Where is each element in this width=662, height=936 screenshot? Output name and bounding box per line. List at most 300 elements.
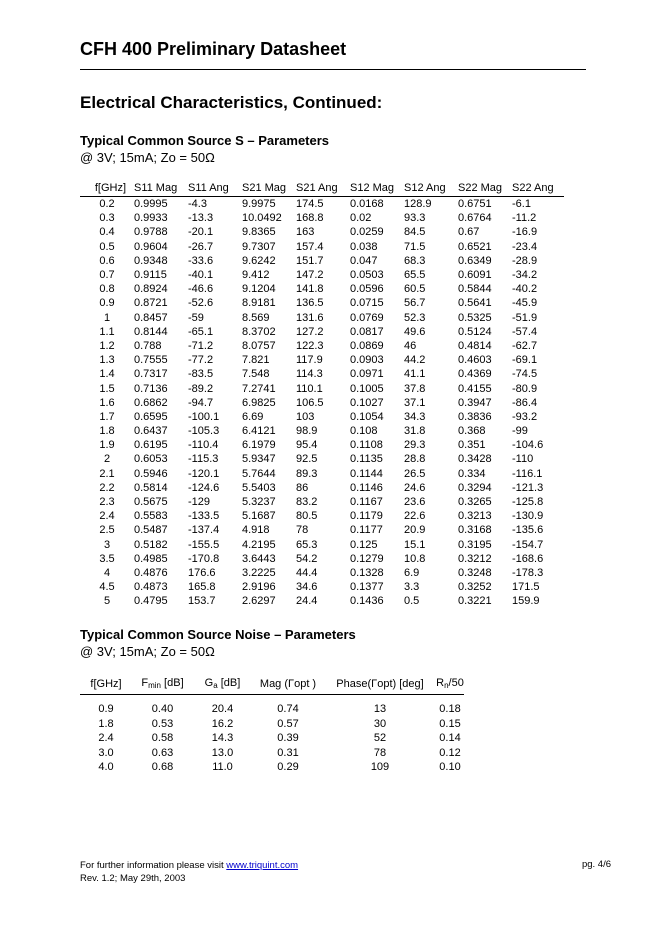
table-row	[80, 282, 564, 296]
s-parameters-table	[80, 180, 564, 608]
header-subscript: min	[148, 681, 161, 690]
table-cell: 9.1204	[242, 283, 276, 296]
table-cell: 80.5	[296, 510, 318, 523]
table-cell: 0.3	[99, 212, 115, 225]
table-cell: 13	[373, 703, 387, 716]
table-cell: 6.9825	[242, 396, 276, 409]
footer-info-text: For further information please visit	[80, 860, 227, 871]
table-row	[80, 438, 564, 452]
table-cell: -94.7	[188, 396, 214, 409]
table-row	[80, 353, 564, 367]
table-cell: 0.9	[98, 703, 114, 716]
table-cell: 52	[373, 732, 387, 745]
table-row	[80, 396, 564, 410]
table-row	[80, 268, 564, 282]
table-cell: 1.2	[99, 339, 115, 352]
table-cell: 20.9	[404, 524, 426, 537]
section-title: Electrical Characteristics, Continued:	[80, 93, 383, 112]
table-cell: 16.2	[211, 717, 234, 730]
table-cell: 5.1687	[242, 510, 276, 523]
table-cell: 0.8144	[134, 325, 168, 338]
table-row	[80, 481, 564, 495]
table-cell: 0.2	[99, 198, 115, 211]
table-cell: 1.8	[98, 717, 114, 730]
table-row	[80, 452, 564, 466]
table-cell: 5.5403	[242, 481, 276, 494]
table-cell: -99	[512, 425, 528, 438]
table-row	[80, 731, 464, 746]
table-cell: 22.6	[404, 510, 426, 523]
table-cell: 31.8	[404, 425, 426, 438]
table-cell: 0.7136	[134, 382, 168, 395]
header-part: [dB]	[217, 677, 241, 689]
table-row	[80, 254, 564, 268]
table-cell: 0.1144	[350, 467, 383, 480]
table-cell: 9.6242	[242, 254, 276, 267]
table-cell: 0.5	[99, 240, 115, 253]
sparams-title: Typical Common Source S – Parameters	[80, 133, 330, 148]
table-cell: 0.0903	[350, 354, 384, 367]
table-cell: -45.9	[512, 297, 538, 310]
table-cell: 9.7307	[242, 240, 276, 253]
table-cell: 0.0259	[350, 226, 384, 239]
table-cell: 0.3195	[458, 538, 492, 551]
table-cell: 0.9	[99, 297, 115, 310]
table-row	[80, 240, 564, 254]
table-cell: 0.351	[458, 439, 486, 452]
table-cell: 0.6764	[458, 212, 492, 225]
table-cell: 0.108	[350, 425, 378, 438]
table-cell: -135.6	[512, 524, 544, 537]
column-header: S11 Ang	[188, 180, 242, 197]
table-row	[80, 410, 564, 424]
table-cell: 5	[103, 595, 111, 608]
noise-body	[80, 695, 464, 775]
table-cell: 5.7644	[242, 467, 276, 480]
table-row	[80, 495, 564, 509]
table-cell: 20.4	[211, 703, 234, 716]
table-cell: 0.0869	[350, 339, 384, 352]
table-cell: 168.8	[296, 212, 324, 225]
table-cell: 78	[296, 524, 309, 537]
table-cell: 0.58	[151, 732, 174, 745]
sparams-body	[80, 197, 564, 609]
table-cell: 0.68	[151, 761, 174, 774]
table-cell: 9.8365	[242, 226, 276, 239]
footer	[80, 859, 298, 885]
table-cell: 0.1377	[350, 581, 384, 594]
table-cell: 3.2225	[242, 566, 276, 579]
table-cell: 0.7	[99, 269, 115, 282]
table-row	[80, 523, 564, 537]
table-cell: 128.9	[404, 198, 432, 211]
table-cell: 95.4	[296, 439, 318, 452]
table-cell: 2.4	[99, 510, 115, 523]
table-cell: 0.1179	[350, 510, 383, 523]
table-cell: 0.5182	[134, 538, 168, 551]
table-cell: 5.3237	[242, 496, 276, 509]
table-cell: 147.2	[296, 269, 324, 282]
table-cell: 68.3	[404, 254, 426, 267]
table-cell: 3.5	[99, 552, 115, 565]
table-row	[80, 717, 464, 732]
table-cell: 98.9	[296, 425, 318, 438]
table-cell: 0.5583	[134, 510, 168, 523]
table-cell: 0.3212	[458, 552, 492, 565]
table-cell: 92.5	[296, 453, 318, 466]
table-cell: 26.5	[404, 467, 426, 480]
table-cell: 2.6297	[242, 595, 276, 608]
table-cell: -34.2	[512, 269, 538, 282]
table-cell: 6.9	[404, 566, 420, 579]
table-cell: 0.29	[277, 761, 299, 774]
table-cell: 0.0503	[350, 269, 384, 282]
table-cell: 1.1	[99, 325, 115, 338]
table-cell: 24.6	[404, 481, 426, 494]
column-header: S11 Mag	[134, 180, 188, 197]
table-cell: 3	[103, 538, 111, 551]
table-cell: 0.0817	[350, 325, 384, 338]
table-cell: 4	[103, 566, 111, 579]
column-header-ga	[193, 673, 252, 695]
table-cell: -105.3	[188, 425, 220, 438]
table-cell: 163	[296, 226, 315, 239]
table-cell: 30	[373, 717, 387, 730]
table-cell: -130.9	[512, 510, 544, 523]
table-cell: 56.7	[404, 297, 426, 310]
table-cell: 174.5	[296, 198, 324, 211]
table-cell: 0.14	[439, 732, 461, 745]
column-header: S22 Ang	[512, 180, 564, 197]
table-cell: 6.4121	[242, 425, 276, 438]
table-cell: 3.6443	[242, 552, 276, 565]
table-cell: 0.02	[350, 212, 372, 225]
header-part: F	[141, 677, 149, 689]
table-row	[80, 225, 564, 239]
table-cell: 2.9196	[242, 581, 276, 594]
table-cell: 153.7	[188, 595, 216, 608]
table-row	[80, 424, 564, 438]
table-cell: -110.4	[188, 439, 219, 452]
table-cell: 0.1054	[350, 410, 384, 423]
table-cell: 71.5	[404, 240, 426, 253]
table-cell: 0.6091	[458, 269, 492, 282]
table-cell: 0.1436	[350, 595, 384, 608]
table-cell: 131.6	[296, 311, 324, 324]
table-cell: 0.9788	[134, 226, 168, 239]
table-cell: 2	[103, 453, 111, 466]
table-row	[80, 746, 464, 761]
table-cell: 0.4985	[134, 552, 168, 565]
table-cell: 0.9604	[134, 240, 168, 253]
table-cell: 0.0168	[350, 198, 384, 211]
table-cell: 117.9	[296, 354, 323, 367]
table-cell: 0.1328	[350, 566, 384, 579]
table-cell: 136.5	[296, 297, 324, 310]
noise-header-row	[80, 673, 464, 695]
table-cell: -125.8	[512, 496, 544, 509]
table-cell: -4.3	[188, 198, 207, 211]
table-cell: 0.5641	[458, 297, 492, 310]
column-header: Phase(Γopt) [deg]	[324, 673, 436, 695]
table-cell: 86	[296, 481, 309, 494]
table-cell: 15.1	[404, 538, 426, 551]
table-cell: 0.334	[458, 467, 486, 480]
header-part: R	[436, 677, 445, 689]
table-cell: 159.9	[512, 595, 540, 608]
table-cell: 4.0	[98, 761, 114, 774]
table-cell: 0.125	[350, 538, 378, 551]
noise-parameters-table	[80, 673, 464, 775]
table-cell: 54.2	[296, 552, 318, 565]
header-subscript: a	[213, 681, 218, 690]
table-cell: 0.9933	[134, 212, 168, 225]
table-row	[80, 580, 564, 594]
table-row	[80, 566, 564, 580]
table-cell: 44.2	[404, 354, 426, 367]
table-cell: 34.6	[296, 581, 318, 594]
table-cell: -120.1	[188, 467, 220, 480]
table-cell: 0.4369	[458, 368, 492, 381]
table-cell: -168.6	[512, 552, 544, 565]
table-cell: 28.8	[404, 453, 426, 466]
table-cell: -124.6	[188, 481, 220, 494]
column-header: f[GHz]	[80, 673, 132, 695]
table-cell: -33.6	[188, 254, 214, 267]
table-cell: 0.67	[458, 226, 480, 239]
table-row	[80, 296, 564, 310]
table-row	[80, 594, 564, 608]
table-cell: 0.3265	[458, 496, 492, 509]
table-cell: 0.788	[134, 339, 162, 352]
table-cell: -77.2	[188, 354, 214, 367]
table-row	[80, 760, 464, 775]
table-cell: 0.63	[151, 746, 174, 759]
table-cell: -121.3	[512, 481, 544, 494]
table-cell: 8.569	[242, 311, 270, 324]
table-cell: 14.3	[211, 732, 234, 745]
table-cell: -11.2	[512, 212, 537, 225]
table-cell: 0.3213	[458, 510, 492, 523]
table-row	[80, 339, 564, 353]
table-cell: 83.2	[296, 496, 318, 509]
table-cell: 0.3836	[458, 410, 492, 423]
table-cell: 0.15	[439, 717, 461, 730]
table-cell: 0.4814	[458, 339, 492, 352]
table-cell: -69.1	[512, 354, 538, 367]
table-cell: 0.3248	[458, 566, 492, 579]
table-cell: 6.69	[242, 410, 264, 423]
table-cell: 0.40	[151, 703, 174, 716]
table-row	[80, 552, 564, 566]
table-row	[80, 695, 464, 717]
table-cell: 0.6437	[134, 425, 168, 438]
table-cell: 171.5	[512, 581, 540, 594]
table-row	[80, 467, 564, 481]
table-cell: 0.4	[99, 226, 115, 239]
table-cell: -116.1	[512, 467, 543, 480]
table-cell: 6.1979	[242, 439, 276, 452]
table-cell: -115.3	[188, 453, 219, 466]
table-cell: 0.0971	[350, 368, 384, 381]
table-cell: 0.7555	[134, 354, 168, 367]
noise-conditions: @ 3V; 15mA; Zo = 50Ω	[80, 644, 215, 659]
table-cell: 65.5	[404, 269, 426, 282]
table-cell: 0.3428	[458, 453, 492, 466]
table-cell: 0.6053	[134, 453, 168, 466]
table-cell: 0.1135	[350, 453, 383, 466]
table-cell: 0.368	[458, 425, 486, 438]
table-cell: 0.3294	[458, 481, 492, 494]
sparams-header-row	[80, 180, 564, 197]
table-cell: 7.821	[242, 354, 270, 367]
table-cell: -20.1	[188, 226, 214, 239]
table-cell: -23.4	[512, 240, 538, 253]
table-cell: 1	[103, 311, 111, 324]
table-cell: 46	[404, 339, 417, 352]
table-cell: 0.3221	[458, 595, 492, 608]
table-cell: 3.3	[404, 581, 420, 594]
table-cell: 157.4	[296, 240, 324, 253]
table-cell: 0.5814	[134, 481, 168, 494]
table-row	[80, 325, 564, 339]
table-cell: 0.038	[350, 240, 378, 253]
table-cell: 0.4876	[134, 566, 168, 579]
table-cell: 0.18	[439, 703, 461, 716]
table-cell: 37.1	[404, 396, 426, 409]
footer-info	[80, 859, 298, 872]
table-cell: 2.2	[99, 481, 115, 494]
table-cell: 0.3252	[458, 581, 492, 594]
table-row	[80, 538, 564, 552]
table-cell: 37.8	[404, 382, 426, 395]
header-part: /50	[448, 677, 464, 689]
table-cell: 0.8	[99, 283, 115, 296]
table-cell: 78	[373, 746, 387, 759]
table-cell: 1.8	[99, 425, 115, 438]
table-cell: -62.7	[512, 339, 538, 352]
table-cell: -59	[188, 311, 204, 324]
table-cell: 0.6595	[134, 410, 168, 423]
table-cell: 0.8721	[134, 297, 168, 310]
table-cell: -6.1	[512, 198, 531, 211]
table-cell: -170.8	[188, 552, 220, 565]
table-cell: 0.12	[439, 746, 461, 759]
table-cell: -89.2	[188, 382, 214, 395]
table-cell: -86.4	[512, 396, 538, 409]
table-cell: 0.4873	[134, 581, 168, 594]
column-header: S12 Ang	[404, 180, 458, 197]
table-cell: -71.2	[188, 339, 214, 352]
table-cell: 0.1027	[350, 396, 384, 409]
table-cell: 1.7	[99, 410, 115, 423]
table-cell: 0.1177	[350, 524, 383, 537]
table-cell: 122.3	[296, 339, 324, 352]
table-cell: 109	[370, 761, 390, 774]
column-header: S21 Mag	[242, 180, 296, 197]
table-cell: 0.10	[439, 761, 461, 774]
table-cell: -13.3	[188, 212, 214, 225]
table-cell: 10.8	[404, 552, 426, 565]
table-cell: 7.2741	[242, 382, 276, 395]
column-header-fmin	[132, 673, 193, 695]
table-cell: 0.39	[277, 732, 299, 745]
table-cell: 0.0596	[350, 283, 384, 296]
column-header: S22 Mag	[458, 180, 512, 197]
table-cell: 0.6862	[134, 396, 168, 409]
table-cell: -40.2	[512, 283, 538, 296]
table-cell: -129	[188, 496, 211, 509]
table-cell: 0.3168	[458, 524, 492, 537]
website-link[interactable]: www.triquint.com	[226, 860, 299, 871]
table-cell: 1.6	[99, 396, 115, 409]
table-cell: 2.4	[98, 732, 114, 745]
table-cell: 7.548	[242, 368, 270, 381]
table-cell: -57.4	[512, 325, 538, 338]
table-cell: -83.5	[188, 368, 214, 381]
table-cell: -154.7	[512, 538, 544, 551]
table-cell: 84.5	[404, 226, 426, 239]
table-cell: 0.5124	[458, 325, 492, 338]
table-cell: 176.6	[188, 566, 216, 579]
column-header-rn	[436, 673, 464, 695]
table-cell: 0.4155	[458, 382, 492, 395]
table-cell: 1.3	[99, 354, 115, 367]
sparams-conditions: @ 3V; 15mA; Zo = 50Ω	[80, 150, 215, 165]
table-cell: 9.412	[242, 269, 270, 282]
table-cell: 0.6	[99, 254, 115, 267]
table-cell: 0.1279	[350, 552, 384, 565]
table-cell: -110	[512, 453, 534, 466]
table-cell: 0.1146	[350, 481, 383, 494]
table-row	[80, 367, 564, 381]
table-cell: -46.6	[188, 283, 214, 296]
table-cell: -40.1	[188, 269, 214, 282]
table-cell: 103	[296, 410, 315, 423]
table-cell: 0.5844	[458, 283, 492, 296]
table-cell: 0.1167	[350, 496, 383, 509]
table-cell: 1.5	[99, 382, 115, 395]
table-cell: -104.6	[512, 439, 544, 452]
table-cell: -51.9	[512, 311, 538, 324]
table-cell: 60.5	[404, 283, 426, 296]
table-cell: 49.6	[404, 325, 426, 338]
table-cell: 34.3	[404, 410, 426, 423]
table-cell: 0.6349	[458, 254, 492, 267]
header-part: G	[204, 677, 214, 689]
table-cell: -52.6	[188, 297, 214, 310]
table-cell: 127.2	[296, 325, 324, 338]
table-cell: -155.5	[188, 538, 220, 551]
table-cell: 0.1005	[350, 382, 384, 395]
table-cell: 141.8	[296, 283, 324, 296]
table-cell: 0.57	[277, 717, 299, 730]
table-cell: 29.3	[404, 439, 426, 452]
document-title: CFH 400 Preliminary Datasheet	[80, 39, 347, 59]
table-row	[80, 311, 564, 325]
table-cell: 5.9347	[242, 453, 276, 466]
table-cell: 10.0492	[242, 212, 282, 225]
table-cell: 0.0769	[350, 311, 384, 324]
table-cell: 0.4795	[134, 595, 168, 608]
table-cell: 0.8457	[134, 311, 168, 324]
table-cell: -80.9	[512, 382, 538, 395]
header-part: [dB]	[161, 677, 184, 689]
table-cell: 0.5325	[458, 311, 492, 324]
table-cell: 4.918	[242, 524, 270, 537]
table-cell: 0.5675	[134, 496, 168, 509]
table-cell: 41.1	[404, 368, 426, 381]
